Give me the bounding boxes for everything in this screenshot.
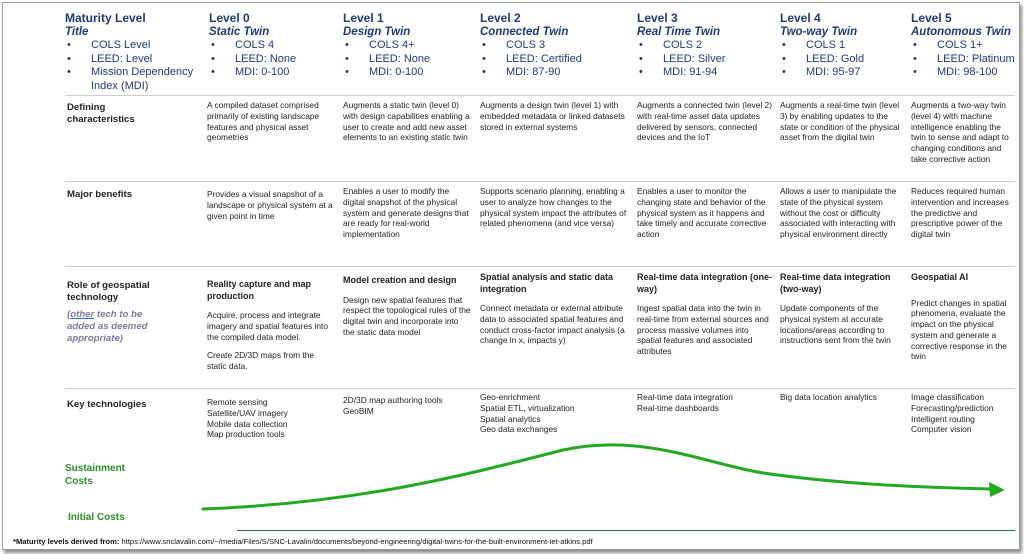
bullet-item: • MDI: 98-100: [911, 66, 1023, 80]
cell-body: Ingest spatial data into the twin in real-time from external sources and process massive volumes into spatial features and associated attributes: [637, 303, 769, 357]
bullet-item: • LEED: Certified: [480, 53, 630, 67]
column-title: Level 1: [343, 11, 384, 25]
column-title: Level 4: [780, 11, 821, 25]
cell-defining-level1: Augments a static twin (level 0) with design capabilities enabling a user to create and add new asset elements to an existing static twin: [343, 100, 470, 143]
tech-item: Big data location analytics: [780, 392, 877, 402]
cell-heading: Real-time data integration (two-way): [780, 272, 891, 294]
cost-curve: [3, 3, 1019, 549]
bullet-item: • MDI: 95-97: [780, 66, 908, 80]
tech-item: Image classification: [911, 392, 985, 402]
tech-item: Forecasting/prediction: [911, 402, 994, 413]
tech-item: Computer vision: [911, 424, 972, 435]
footnote: [13, 537, 593, 546]
cell-benefits-level0: Provides a visual snapshot of a landscape or physical system at a given point in time: [207, 189, 333, 221]
initial-costs-label: Initial Costs: [68, 512, 125, 523]
column-subtitle: Connected Twin: [480, 26, 569, 38]
cell-defining-level0: A compiled dataset comprised primarily of existing landscape features and physical asset geometries: [207, 100, 320, 143]
cell-benefits-level3: Enables a user to monitor the changing state and behavior of the physical system as it happens and take timely and accurate corrective action: [637, 186, 767, 240]
column-title: Level 5: [911, 11, 952, 25]
tech-item: Satellite/UAV imagery: [207, 407, 288, 418]
cell-benefits-level1: Enables a user to modify the digital snapshot of the physical system and generate designs that are ready for real-world implementation: [343, 186, 469, 240]
bullet-item: • MDI: 87-90: [480, 66, 630, 80]
note-underlined: other: [70, 309, 95, 320]
cell-defining-level4: Augments a real-time twin (level 3) by enabling updates to the state or condition of the physical asset from the digital twin: [780, 100, 900, 143]
bullet-item: • COLS 2: [637, 39, 779, 53]
cell-body: Connect metadata or external attribute data to associated spatial features and conduct cross-factor impact analysis (a change in x, impacts y): [480, 303, 625, 346]
column-title: Level 2: [480, 11, 521, 25]
tech-item: Remote sensing: [207, 397, 268, 407]
column-title: Level 3: [637, 11, 678, 25]
row-label-benefits: Major benefits: [67, 189, 133, 200]
footnote-label: *Maturity levels derived from:: [13, 537, 120, 546]
bullet-item: • LEED: Platinum: [911, 53, 1023, 67]
bullet-item: • MDI: 0-100: [209, 66, 337, 80]
cell-body-2: Create 2D/3D maps from the static data.: [207, 350, 315, 372]
bullet-item: • LEED: Level: [65, 53, 201, 67]
bullet-item: • LEED: Silver: [637, 53, 779, 67]
note-open: (: [67, 309, 71, 320]
column-title: Level 0: [209, 11, 250, 25]
sustainment-costs-label: Sustainment Costs: [65, 463, 126, 487]
cell-body: Acquire, process and integrate imagery and spatial features into the compiled data model.: [207, 310, 329, 342]
column-subtitle: Autonomous Twin: [911, 26, 1011, 38]
row-label-role: Role of geospatial technology: [67, 280, 150, 303]
column-subtitle: Title: [65, 26, 89, 38]
bullet-item: • COLS 1: [780, 39, 908, 53]
row-label-defining: Defining characteristics: [67, 102, 135, 125]
tech-item: Geo data exchanges: [480, 424, 558, 435]
tech-item: GeoBIM: [343, 405, 374, 416]
column-title: Maturity Level: [65, 11, 146, 25]
column-subtitle: Static Twin: [209, 26, 270, 38]
tech-item: Mobile data collection: [207, 418, 288, 429]
bullet-item: • COLS 4+: [343, 39, 473, 53]
cost-curve-line: [203, 445, 991, 509]
cell-body: Predict changes in spatial phenomena, evaluate the impact on the physical system and generate a corrective response in the twin: [911, 297, 1007, 362]
column-subtitle: Design Twin: [343, 26, 411, 38]
cell-benefits-level5: Reduces required human intervention and increases the predictive and prescriptive power of the digital twin: [911, 186, 1009, 240]
bullet-item: • LEED: None: [209, 53, 337, 67]
bullet-item: • COLS 3: [480, 39, 630, 53]
cell-benefits-level4: Allows a user to manipulate the state of the physical system without the cost or difficulty associated with interacting with physical environment directly: [780, 186, 897, 240]
tech-item: 2D/3D map authoring tools: [343, 395, 443, 405]
bullet-item: • MDI: 91-94: [637, 66, 779, 80]
bullet-item: • MDI: 0-100: [343, 66, 473, 80]
bullet-item: • COLS 1+: [911, 39, 1023, 53]
cell-benefits-level2: Supports scenario planning, enabling a user to analyze how changes to the physical system impact the attributes of related phenomena (and vice versa): [480, 186, 627, 229]
cell-defining-level3: Augments a connected twin (level 2) with real-time asset data updates delivered by sensors, connected devices and the IoT: [637, 100, 773, 143]
cell-body: Design new spatial features that respect the topological rules of the digital twin and incorporate into the static data model: [343, 294, 471, 337]
tech-item: Spatial analytics: [480, 413, 541, 424]
cell-heading: Spatial analysis and static data integration: [480, 272, 614, 294]
row-label-key: Key technologies: [67, 399, 147, 410]
bullet-item: • Mission Dependency Index (MDI): [65, 66, 201, 93]
cell-defining-level2: Augments a design twin (level 1) with embedded metadata or linked datasets stored in external systems: [480, 100, 625, 132]
tech-item: Spatial ETL, virtualization: [480, 402, 575, 413]
footnote-url[interactable]: https://www.snclavalin.com/~/media/Files/S/SNC-Lavalin/documents/beyond-engineering/digital-twins-for-the-built-environment-iet-atkins.pdf: [121, 537, 593, 546]
tech-item: Real-time dashboards: [637, 402, 719, 413]
column-subtitle: Two-way Twin: [780, 26, 858, 38]
cost-curve-arrowhead: [989, 482, 1005, 497]
cell-body: Update components of the physical system at accurate locations/areas according to instructions sent from the twin: [780, 303, 891, 346]
cell-heading: Geospatial AI: [911, 272, 969, 282]
bullet-item: • COLS Level: [65, 39, 201, 53]
tech-item: Intelligent routing: [911, 413, 975, 424]
column-subtitle: Real Time Twin: [637, 26, 721, 38]
bullet-item: • LEED: Gold: [780, 53, 908, 67]
slide-frame: [2, 2, 1020, 550]
tech-item: Real-time data integration: [637, 392, 733, 402]
cell-heading: Reality capture and map production: [207, 279, 312, 301]
note-rest: tech to be added as deemed appropriate): [67, 309, 148, 344]
bullet-item: • COLS 4: [209, 39, 337, 53]
tech-item: Map production tools: [207, 429, 285, 440]
cell-defining-level5: Augments a two-way twin (level 4) with machine intelligence enabling the twin to sense and adapt to changing conditions and take corrective action: [911, 100, 1009, 164]
footer-divider: [237, 530, 1015, 531]
cell-heading: Real-time data integration (one-way): [637, 272, 773, 294]
bullet-item: • LEED: None: [343, 53, 473, 67]
tech-item: Geo-enrichment: [480, 392, 541, 402]
cell-heading: Model creation and design: [343, 275, 457, 285]
